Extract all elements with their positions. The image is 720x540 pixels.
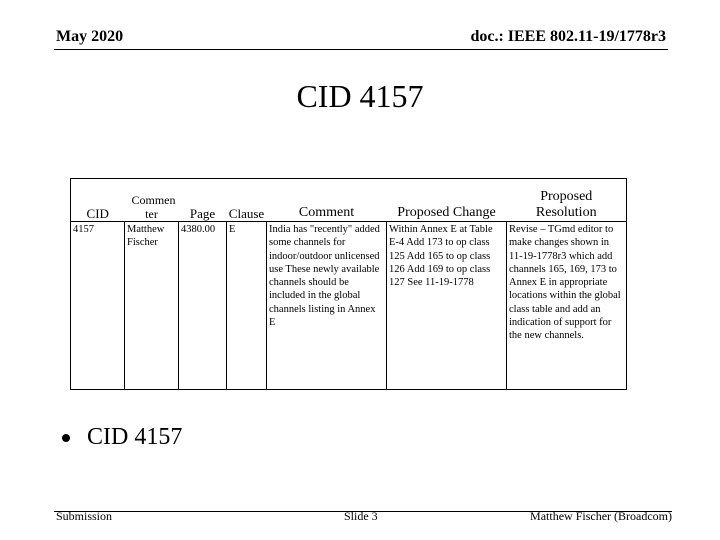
- table-row: [71, 222, 627, 390]
- footer-slide-number: Slide 3: [344, 509, 378, 523]
- header-rule: [54, 49, 668, 50]
- table-header-row: [71, 179, 627, 222]
- cell-proposed-resolution: Revise – TGmd editor to make changes shown in 11-19-1778r3 which add channels 165, 169, 173 to Annex E in appropriate locations within the global class table and add an indication of support for the new channels.: [507, 222, 627, 390]
- cell-proposed-change: Within Annex E at Table E-4 Add 173 to op class 125 Add 165 to op class 126 Add 169 to op class 127 See 11-19-1778: [387, 222, 507, 390]
- slide-title: CID 4157: [296, 78, 424, 114]
- header-proposed-change: Proposed Change: [387, 179, 507, 222]
- cell-clause: E: [227, 222, 267, 390]
- comment-table: [70, 178, 627, 390]
- header-comment: Comment: [267, 179, 387, 222]
- header-clause: Clause: [227, 179, 267, 222]
- header-commenter-text: Commen ter: [131, 193, 176, 221]
- header-proposed-resolution: [507, 179, 627, 222]
- cell-commenter: Matthew Fischer: [125, 222, 179, 390]
- bullet-dot-icon: [62, 434, 70, 442]
- header-page: Page: [179, 179, 227, 222]
- footer-submission: Submission: [56, 509, 113, 523]
- header-date: May 2020: [56, 28, 124, 45]
- footer-author: Matthew Fischer (Broadcom): [530, 509, 672, 523]
- cell-comment: India has "recently" added some channels for indoor/outdoor unlicensed use These newly available channels should be included in the global channels listing in Annex E: [267, 222, 387, 390]
- header-proposed-resolution-text: Proposed Resolution: [535, 189, 597, 220]
- bullet-item: [62, 424, 182, 451]
- bullet-text: CID 4157: [87, 424, 183, 450]
- cell-page: 4380.00: [179, 222, 227, 390]
- header-doc-id: doc.: IEEE 802.11-19/1778r3: [470, 28, 666, 45]
- header-commenter: [125, 179, 179, 222]
- header-cid: CID: [71, 179, 125, 222]
- cell-cid: 4157: [73, 224, 94, 235]
